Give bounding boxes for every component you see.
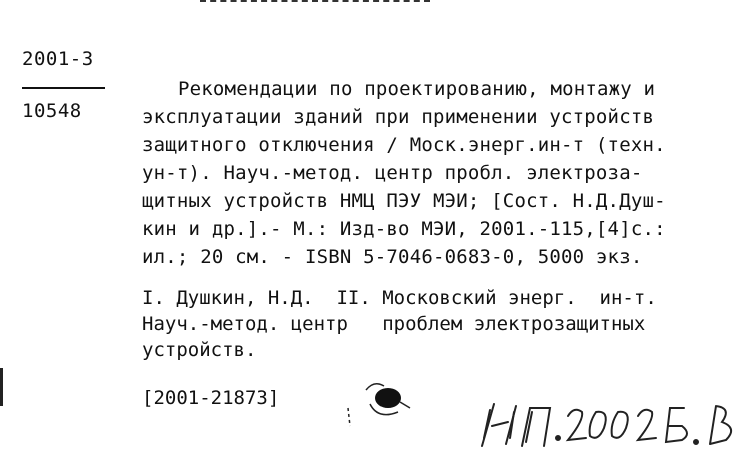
description-line: ил.; 20 см. - ISBN 5-7046-0683-0, 5000 экз. <box>142 246 643 268</box>
tracing-line: устройств. <box>142 339 257 361</box>
bibliographic-description <box>142 75 732 271</box>
left-edge-mark <box>0 368 3 406</box>
description-line: кин и др.].- М.: Изд-во МЭИ, 2001.-115,[4]с.: <box>142 218 666 240</box>
handwritten-note-signature <box>470 398 750 450</box>
top-dashed-rule <box>200 0 430 4</box>
description-line: щитных устройств НМЦ ПЭУ МЭИ; [Сост. Н.Д.Душ- <box>142 190 666 212</box>
tracings <box>142 285 732 363</box>
ink-stamp-icon <box>340 372 420 432</box>
tracing-line: Науч.-метод. центр проблем электрозащитных <box>142 313 646 335</box>
description-line: эксплуатации зданий при применении устройств <box>142 106 655 128</box>
accession-number: 10548 <box>22 100 82 122</box>
description-line: ун-т). Науч.-метод. центр пробл. электроза- <box>142 162 643 184</box>
call-number-rule <box>22 87 105 89</box>
description-line: Рекомендации по проектированию, монтажу и <box>178 78 656 100</box>
description-line: защитного отключения / Моск.энерг.ин-т (техн. <box>142 134 666 156</box>
tracing-line: I. Душкин, Н.Д. II. Московский энерг. ин-т. <box>142 287 657 309</box>
record-id: [2001-21873] <box>142 387 280 409</box>
call-number: 2001-3 <box>22 48 94 70</box>
